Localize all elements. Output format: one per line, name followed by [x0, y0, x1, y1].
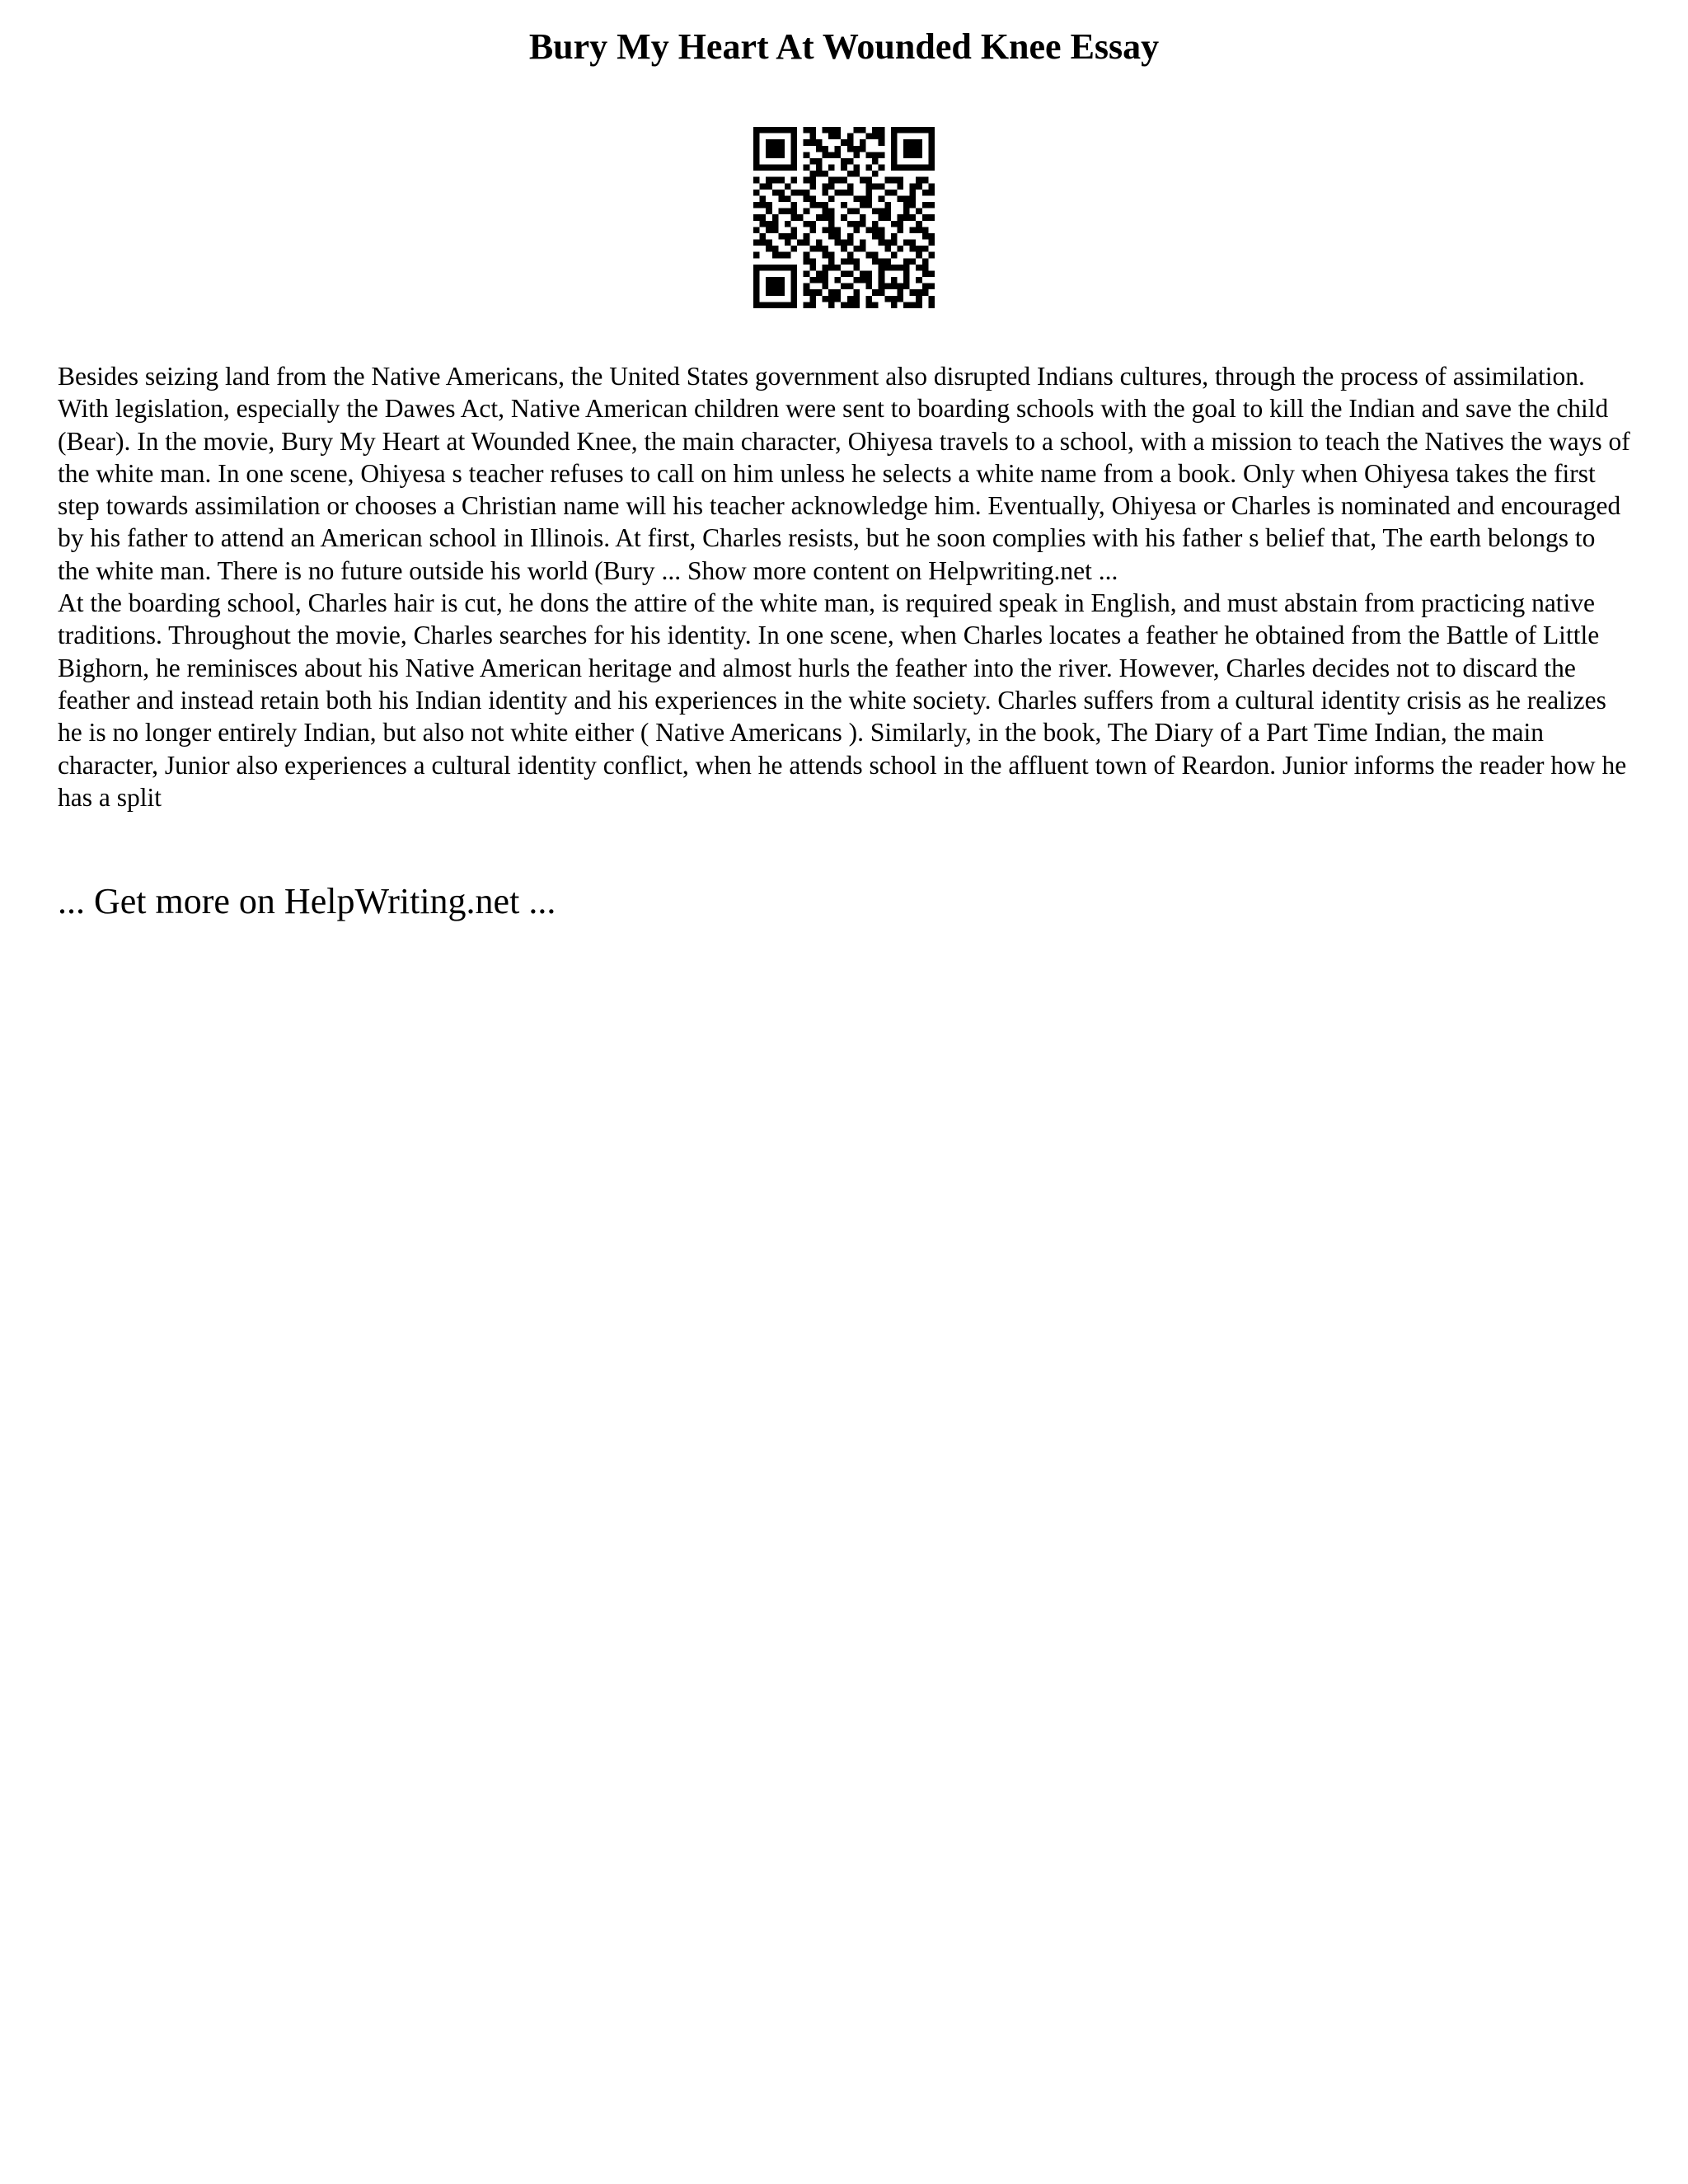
essay-paragraph: Besides seizing land from the Native Americans, the United States government also disrupted Indians cultures, through the process of assimilation. With legislation, especially the Dawes Act, Native American children were sent to boarding schools with the goal to kill the Indian and save the child (Bear). In the movie, Bury My Heart at Wounded Knee, the main character, Ohiyesa travels to a school, with a mission to teach the Natives the ways of the white man. In one scene, Ohiyesa s teacher refuses to call on him unless he selects a white name from a book. Only when Ohiyesa takes the first step towards assimilation or chooses a Christian name will his teacher acknowledge him. Eventually, Ohiyesa or Charles is nominated and encouraged by his father to attend an American school in Illinois. At first, Charles resists, but he soon complies with his father s belief that, The earth belongs to the white man. There is no future outside his world (Bury ... Show more content on Helpwriting.net ...	[58, 362, 1630, 585]
page-title: Bury My Heart At Wounded Knee Essay	[528, 26, 1160, 67]
essay-body	[58, 360, 1632, 813]
essay-paragraph: At the boarding school, Charles hair is cut, he dons the attire of the white man, is required speak in English, and must abstain from practicing native traditions. Throughout the movie, Charles searches for his identity. In one scene, when Charles locates a feather he obtained from the Battle of Little Bighorn, he reminisces about his Native American heritage and almost hurls the feather into the river. However, Charles decides not to discard the feather and instead retain both his Indian identity and his experiences in the white society. Charles suffers from a cultural identity crisis as he realizes he is no longer entirely Indian, but also not white either ( Native Americans ). Similarly, in the book, The Diary of a Part Time Indian, the main character, Junior also experiences a cultural identity conflict, when he attends school in the affluent town of Reardon. Junior informs the reader how he has a split	[58, 588, 1627, 812]
qr-code-icon	[753, 127, 935, 308]
get-more-link[interactable]: ... Get more on HelpWriting.net ...	[58, 881, 556, 921]
